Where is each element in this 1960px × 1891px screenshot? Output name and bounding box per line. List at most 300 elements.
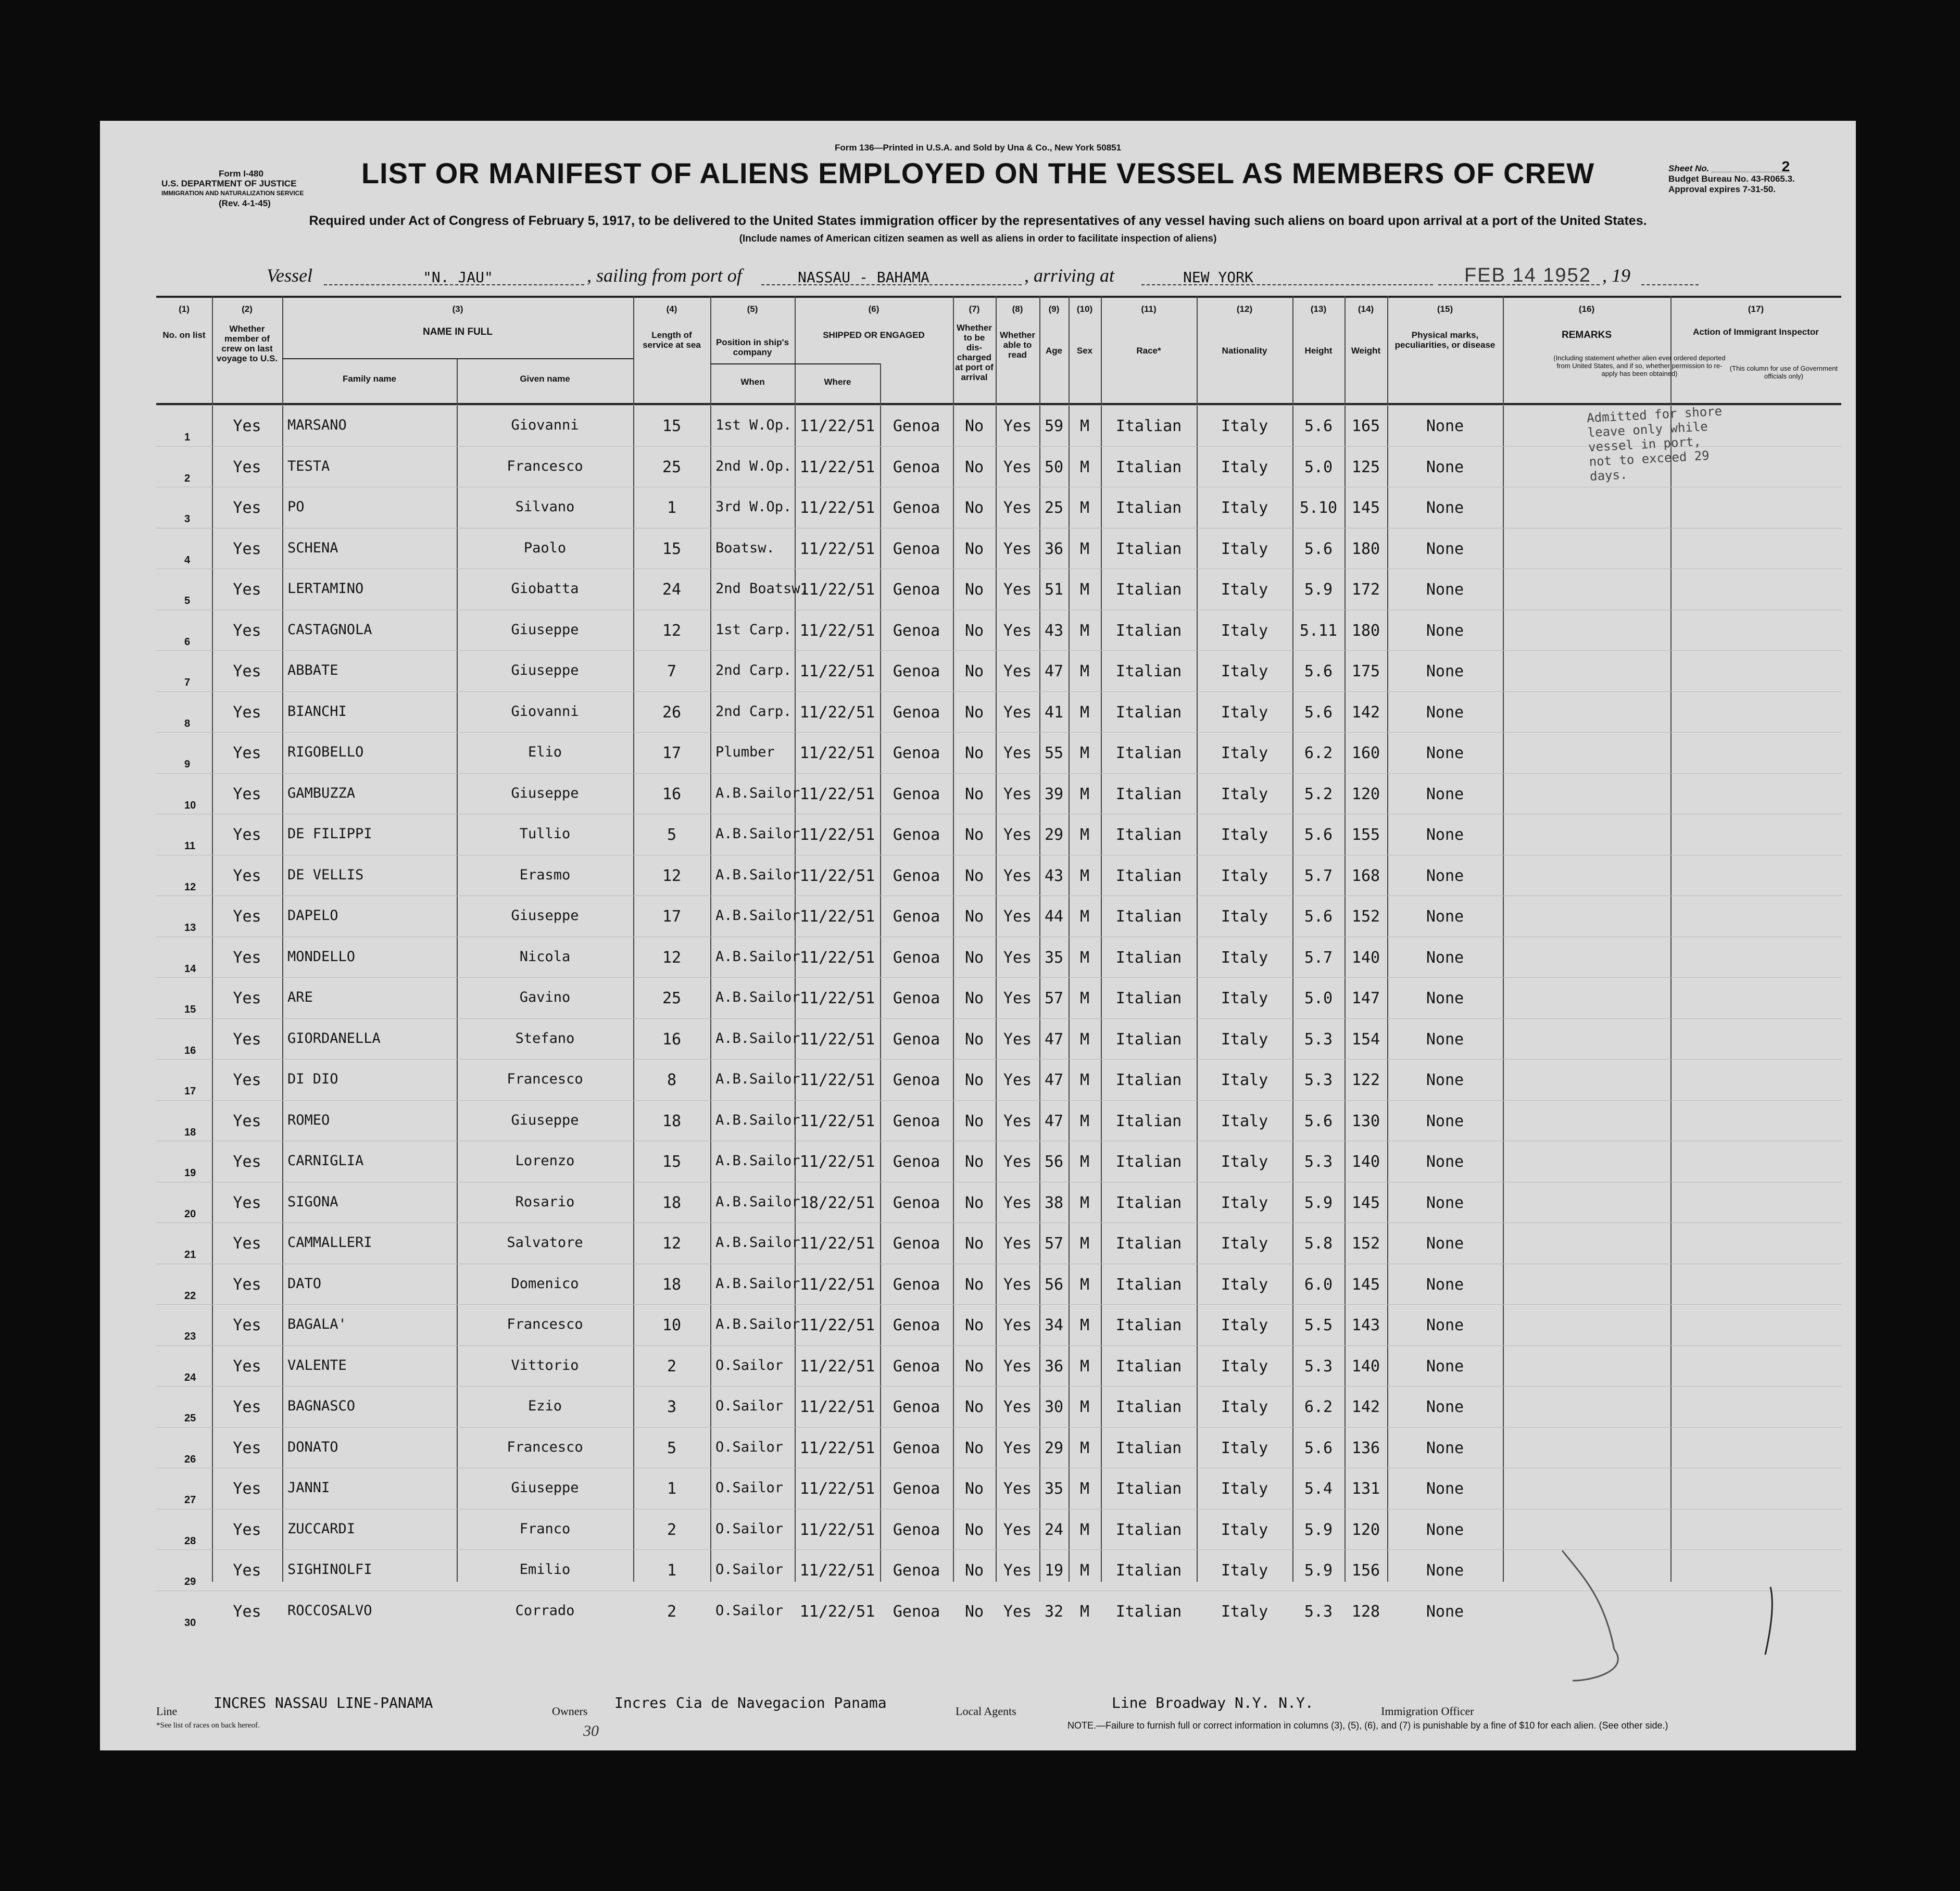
cell-discharged: No xyxy=(964,1602,984,1621)
cell-given: Francesco xyxy=(507,458,583,474)
cell-read: Yes xyxy=(1003,1520,1032,1539)
cell-race: Italian xyxy=(1115,539,1182,558)
cell-height: 5.6 xyxy=(1304,417,1333,435)
cell-family: MONDELLO xyxy=(287,948,356,965)
voyage-line xyxy=(267,264,1824,291)
revision: (Rev. 4-1-45) xyxy=(219,198,271,208)
column-header: Race* xyxy=(1136,346,1161,356)
cell-given: Gavino xyxy=(519,989,571,1005)
cell-height: 6.2 xyxy=(1304,1398,1333,1416)
cell-weight: 154 xyxy=(1351,1030,1380,1049)
cell-discharged: No xyxy=(964,1398,984,1416)
column-number: (11) xyxy=(1141,304,1157,314)
cell-service: 25 xyxy=(662,458,682,476)
cell-nationality: Italy xyxy=(1221,703,1268,722)
row-number: 10 xyxy=(184,799,196,811)
cell-read: Yes xyxy=(1003,1316,1032,1334)
cell-nationality: Italy xyxy=(1221,458,1268,476)
cell-marks: None xyxy=(1426,1071,1464,1089)
cell-height: 5.4 xyxy=(1304,1480,1333,1498)
row-number: 11 xyxy=(184,840,196,852)
cell-service: 3 xyxy=(667,1398,677,1416)
cell-position: O.Sailor xyxy=(715,1357,784,1373)
cell-discharged: No xyxy=(964,1153,984,1171)
cell-sex: M xyxy=(1079,1112,1090,1130)
page-title: LIST OR MANIFEST OF ALIENS EMPLOYED ON THE VESSEL AS MEMBERS OF CREW xyxy=(361,157,1595,190)
cell-discharged: No xyxy=(964,1030,984,1049)
cell-service: 16 xyxy=(662,1030,682,1049)
cell-discharged: No xyxy=(964,458,984,476)
cell-service: 2 xyxy=(667,1357,677,1376)
cell-when: 11/22/51 xyxy=(799,621,875,640)
cell-marks: None xyxy=(1426,989,1464,1007)
cell-race: Italian xyxy=(1115,1234,1182,1253)
cell-age: 57 xyxy=(1044,989,1064,1007)
cell-family: DONATO xyxy=(287,1439,338,1455)
cell-where: Genoa xyxy=(893,1275,940,1294)
cell-service: 1 xyxy=(667,1480,677,1498)
sailing-label: , sailing from port of xyxy=(587,265,742,286)
cell-given: Giuseppe xyxy=(511,1480,579,1496)
cell-sex: M xyxy=(1079,1275,1090,1294)
cell-nationality: Italy xyxy=(1221,662,1268,680)
cell-age: 43 xyxy=(1044,866,1064,885)
row-number: 20 xyxy=(184,1208,196,1220)
cell-age: 51 xyxy=(1044,581,1064,599)
cell-sex: M xyxy=(1079,1357,1090,1376)
cell-where: Genoa xyxy=(893,744,940,762)
cell-service: 1 xyxy=(667,499,677,517)
cell-height: 5.6 xyxy=(1304,662,1333,680)
cell-when: 11/22/51 xyxy=(799,989,875,1007)
cell-sex: M xyxy=(1079,866,1090,885)
cell-race: Italian xyxy=(1115,1439,1182,1457)
cell-read: Yes xyxy=(1003,1193,1032,1212)
row-number: 18 xyxy=(184,1126,196,1138)
cell-when: 11/22/51 xyxy=(799,1439,875,1457)
column-header: Action of Immigrant Inspector xyxy=(1693,327,1819,337)
owners-label: Owners xyxy=(552,1705,588,1718)
cell-family: RIGOBELLO xyxy=(287,744,364,760)
cell-nationality: Italy xyxy=(1221,1071,1268,1089)
cell-marks: None xyxy=(1426,826,1464,844)
cell-read: Yes xyxy=(1003,417,1032,435)
cell-nationality: Italy xyxy=(1221,1316,1268,1334)
cell-where: Genoa xyxy=(893,1234,940,1253)
cell-last: Yes xyxy=(233,1071,261,1089)
column-header: Weight xyxy=(1351,346,1381,356)
cell-weight: 120 xyxy=(1351,785,1380,803)
cell-weight: 120 xyxy=(1351,1520,1380,1539)
cell-race: Italian xyxy=(1115,826,1182,844)
cell-race: Italian xyxy=(1115,1398,1182,1416)
cell-position: O.Sailor xyxy=(715,1561,784,1578)
cell-discharged: No xyxy=(964,1520,984,1539)
row-number: 21 xyxy=(184,1249,196,1260)
cell-family: CARNIGLIA xyxy=(287,1153,364,1169)
cell-sex: M xyxy=(1079,1602,1090,1621)
cell-height: 5.3 xyxy=(1304,1153,1333,1171)
cell-family: LERTAMINO xyxy=(287,581,364,597)
row-number: 15 xyxy=(184,1004,196,1015)
cell-marks: None xyxy=(1426,1357,1464,1376)
cell-service: 16 xyxy=(662,785,682,803)
cell-last: Yes xyxy=(233,1480,261,1498)
cell-when: 11/22/51 xyxy=(799,1480,875,1498)
cell-when: 11/22/51 xyxy=(799,1316,875,1334)
row-number: 27 xyxy=(184,1494,196,1506)
when-header: When xyxy=(740,377,765,387)
row-number: 6 xyxy=(184,636,191,648)
cell-discharged: No xyxy=(964,866,984,885)
cell-when: 11/22/51 xyxy=(799,826,875,844)
cell-given: Tullio xyxy=(519,826,571,842)
cell-read: Yes xyxy=(1003,1030,1032,1049)
cell-sex: M xyxy=(1079,1480,1090,1498)
penalty-note: NOTE.—Failure to furnish full or correct information in columns (3), (5), (6), and (7) is punishable by a fine of $10 for each alien. (See other side.) xyxy=(1067,1720,1668,1731)
cell-last: Yes xyxy=(233,826,261,844)
cell-marks: None xyxy=(1426,703,1464,722)
cell-read: Yes xyxy=(1003,581,1032,599)
cell-sex: M xyxy=(1079,744,1090,762)
cell-nationality: Italy xyxy=(1221,1234,1268,1253)
cell-family: ROCCOSALVO xyxy=(287,1602,372,1619)
cell-family: ROMEO xyxy=(287,1112,330,1128)
column-number: (5) xyxy=(747,304,758,314)
column-number: (10) xyxy=(1076,304,1093,314)
cell-age: 41 xyxy=(1044,703,1064,722)
row-number: 26 xyxy=(184,1453,196,1465)
cell-race: Italian xyxy=(1115,662,1182,680)
cell-where: Genoa xyxy=(893,1071,940,1089)
cell-height: 5.3 xyxy=(1304,1602,1333,1621)
cell-height: 5.7 xyxy=(1304,866,1333,885)
cell-read: Yes xyxy=(1003,826,1032,844)
cell-race: Italian xyxy=(1115,907,1182,926)
cell-where: Genoa xyxy=(893,499,940,517)
cell-height: 5.8 xyxy=(1304,1234,1333,1253)
cell-last: Yes xyxy=(233,539,261,558)
cell-weight: 131 xyxy=(1351,1480,1380,1498)
cell-read: Yes xyxy=(1003,621,1032,640)
cell-discharged: No xyxy=(964,499,984,517)
cell-discharged: No xyxy=(964,907,984,926)
cell-given: Giovanni xyxy=(511,703,579,720)
cell-marks: None xyxy=(1426,581,1464,599)
cell-position: A.B.Sailor xyxy=(715,1153,800,1169)
cell-when: 11/22/51 xyxy=(799,744,875,762)
cell-weight: 136 xyxy=(1351,1439,1380,1457)
cell-when: 11/22/51 xyxy=(799,948,875,967)
cell-family: GIORDANELLA xyxy=(287,1030,381,1047)
cell-age: 59 xyxy=(1044,417,1064,435)
column-header: Age xyxy=(1045,346,1063,356)
cell-sex: M xyxy=(1079,1234,1090,1253)
column-number: (8) xyxy=(1012,304,1023,314)
cell-height: 6.0 xyxy=(1304,1275,1333,1294)
cell-position: A.B.Sailor xyxy=(715,1030,800,1047)
cell-sex: M xyxy=(1079,1439,1090,1457)
cell-weight: 145 xyxy=(1351,1193,1380,1212)
cell-where: Genoa xyxy=(893,826,940,844)
cell-weight: 168 xyxy=(1351,866,1380,885)
cell-age: 55 xyxy=(1044,744,1064,762)
cell-position: A.B.Sailor xyxy=(715,989,800,1005)
vessel-name: "N. JAU" xyxy=(423,269,493,286)
cell-height: 5.6 xyxy=(1304,539,1333,558)
cell-sex: M xyxy=(1079,539,1090,558)
cell-last: Yes xyxy=(233,1602,261,1621)
cell-given: Francesco xyxy=(507,1071,583,1087)
cell-height: 5.10 xyxy=(1299,499,1338,517)
cell-where: Genoa xyxy=(893,621,940,640)
cell-age: 43 xyxy=(1044,621,1064,640)
row-number: 8 xyxy=(184,717,191,729)
handwritten-count: 30 xyxy=(583,1722,599,1739)
cell-weight: 130 xyxy=(1351,1112,1380,1130)
column-number: (14) xyxy=(1358,304,1374,314)
row-number: 25 xyxy=(184,1413,196,1424)
cell-family: VALENTE xyxy=(287,1357,347,1373)
cell-last: Yes xyxy=(233,866,261,885)
cell-marks: None xyxy=(1426,1153,1464,1171)
cell-where: Genoa xyxy=(893,907,940,926)
include-note: (Include names of American citizen seamen as well as aliens in order to facilitate inspection of aliens) xyxy=(739,233,1217,244)
cell-race: Italian xyxy=(1115,1193,1182,1212)
cell-service: 18 xyxy=(662,1193,682,1212)
cell-family: CASTAGNOLA xyxy=(287,621,372,638)
races-note: *See list of races on back hereof. xyxy=(156,1721,260,1730)
cell-service: 2 xyxy=(667,1520,677,1539)
cell-position: O.Sailor xyxy=(715,1439,784,1455)
column-number: (3) xyxy=(452,304,463,314)
cell-race: Italian xyxy=(1115,948,1182,967)
cell-service: 12 xyxy=(662,866,682,885)
cell-family: SIGONA xyxy=(287,1193,338,1210)
cell-position: A.B.Sailor xyxy=(715,1112,800,1128)
cell-discharged: No xyxy=(964,1439,984,1457)
cell-discharged: No xyxy=(964,417,984,435)
cell-age: 25 xyxy=(1044,499,1064,517)
cell-service: 12 xyxy=(662,1234,682,1253)
cell-position: A.B.Sailor xyxy=(715,826,800,842)
row-number: 3 xyxy=(184,513,191,525)
cell-given: Franco xyxy=(519,1520,571,1537)
cell-when: 11/22/51 xyxy=(799,1520,875,1539)
cell-given: Vittorio xyxy=(511,1357,579,1373)
cell-where: Genoa xyxy=(893,458,940,476)
cell-read: Yes xyxy=(1003,866,1032,885)
cell-weight: 156 xyxy=(1351,1561,1380,1580)
cell-age: 29 xyxy=(1044,826,1064,844)
cell-family: BAGALA' xyxy=(287,1316,347,1332)
cell-nationality: Italy xyxy=(1221,989,1268,1007)
cell-when: 11/22/51 xyxy=(799,581,875,599)
cell-last: Yes xyxy=(233,417,261,435)
column-header: NAME IN FULL xyxy=(422,326,493,337)
row-number: 24 xyxy=(184,1371,196,1383)
cell-last: Yes xyxy=(233,703,261,722)
cell-nationality: Italy xyxy=(1221,866,1268,885)
budget-bureau: Budget Bureau No. 43-R065.3. xyxy=(1668,174,1795,184)
cell-family: ABBATE xyxy=(287,662,338,678)
cell-age: 30 xyxy=(1044,1398,1064,1416)
cell-marks: None xyxy=(1426,785,1464,803)
cell-discharged: No xyxy=(964,581,984,599)
cell-when: 11/22/51 xyxy=(799,907,875,926)
cell-when: 11/22/51 xyxy=(799,1561,875,1580)
cell-race: Italian xyxy=(1115,417,1182,435)
cell-age: 24 xyxy=(1044,1520,1064,1539)
cell-position: 2nd Boatsw. xyxy=(715,581,809,597)
cell-last: Yes xyxy=(233,1398,261,1416)
cell-where: Genoa xyxy=(893,1112,940,1130)
cell-read: Yes xyxy=(1003,1275,1032,1294)
cell-position: O.Sailor xyxy=(715,1398,784,1414)
cell-discharged: No xyxy=(964,1357,984,1376)
cell-where: Genoa xyxy=(893,1153,940,1171)
cell-service: 15 xyxy=(662,1153,682,1171)
cell-marks: None xyxy=(1426,1112,1464,1130)
cell-height: 5.6 xyxy=(1304,826,1333,844)
row-number: 9 xyxy=(184,759,191,770)
cell-given: Giuseppe xyxy=(511,907,579,924)
cell-given: Salvatore xyxy=(507,1234,583,1251)
cell-when: 11/22/51 xyxy=(799,866,875,885)
cell-weight: 145 xyxy=(1351,1275,1380,1294)
department-block xyxy=(161,169,304,208)
cell-position: A.B.Sailor xyxy=(715,785,800,801)
cell-nationality: Italy xyxy=(1221,581,1268,599)
cell-service: 17 xyxy=(662,744,682,762)
cell-last: Yes xyxy=(233,1193,261,1212)
cell-service: 7 xyxy=(667,662,677,680)
cell-last: Yes xyxy=(233,499,261,517)
cell-family: PO xyxy=(287,499,305,515)
cell-where: Genoa xyxy=(893,1602,940,1621)
cell-nationality: Italy xyxy=(1221,499,1268,517)
service-name: IMMIGRATION AND NATURALIZATION SERVICE xyxy=(161,190,304,197)
cell-family: DI DIO xyxy=(287,1071,338,1087)
cell-service: 1 xyxy=(667,1561,677,1580)
vessel-label: Vessel xyxy=(267,265,312,286)
cell-marks: None xyxy=(1426,458,1464,476)
family-name-header: Family name xyxy=(343,374,396,384)
cell-service: 10 xyxy=(662,1316,682,1334)
cell-position: Boatsw. xyxy=(715,539,775,556)
column-header: No. on list xyxy=(162,330,206,340)
cell-sex: M xyxy=(1079,417,1090,435)
cell-discharged: No xyxy=(964,621,984,640)
cell-where: Genoa xyxy=(893,866,940,885)
cell-age: 44 xyxy=(1044,907,1064,926)
crew-table xyxy=(156,296,1841,1690)
cell-where: Genoa xyxy=(893,1030,940,1049)
column-number: (6) xyxy=(868,304,880,314)
cell-marks: None xyxy=(1426,1602,1464,1621)
cell-height: 5.5 xyxy=(1304,1316,1333,1334)
cell-where: Genoa xyxy=(893,539,940,558)
cell-given: Giuseppe xyxy=(511,621,579,638)
cell-nationality: Italy xyxy=(1221,1112,1268,1130)
cell-last: Yes xyxy=(233,1030,261,1049)
cell-sex: M xyxy=(1079,826,1090,844)
cell-weight: 152 xyxy=(1351,1234,1380,1253)
cell-sex: M xyxy=(1079,1193,1090,1212)
cell-when: 11/22/51 xyxy=(799,1602,875,1621)
cell-last: Yes xyxy=(233,1561,261,1580)
cell-nationality: Italy xyxy=(1221,785,1268,803)
cell-age: 32 xyxy=(1044,1602,1064,1621)
cell-last: Yes xyxy=(233,989,261,1007)
cell-age: 35 xyxy=(1044,1480,1064,1498)
cell-discharged: No xyxy=(964,744,984,762)
cell-race: Italian xyxy=(1115,703,1182,722)
cell-read: Yes xyxy=(1003,1398,1032,1416)
cell-age: 47 xyxy=(1044,1030,1064,1049)
cell-sex: M xyxy=(1079,499,1090,517)
cell-height: 5.9 xyxy=(1304,1193,1333,1212)
cell-weight: 143 xyxy=(1351,1316,1380,1334)
cell-position: A.B.Sailor xyxy=(715,907,800,924)
cell-given: Giovanni xyxy=(511,417,579,433)
column-header: Whether able to read xyxy=(1000,330,1035,360)
cell-when: 11/22/51 xyxy=(799,539,875,558)
cell-race: Italian xyxy=(1115,1520,1182,1539)
owners-value: Incres Cia de Navegacion Panama xyxy=(614,1694,887,1711)
column-header: Position in ship's company xyxy=(715,337,789,357)
cell-race: Italian xyxy=(1115,1071,1182,1089)
cell-position: A.B.Sailor xyxy=(715,866,800,883)
cell-weight: 152 xyxy=(1351,907,1380,926)
cell-age: 57 xyxy=(1044,1234,1064,1253)
cell-read: Yes xyxy=(1003,989,1032,1007)
cell-sex: M xyxy=(1079,1398,1090,1416)
cell-weight: 147 xyxy=(1351,989,1380,1007)
cell-service: 15 xyxy=(662,417,682,435)
cell-position: 1st Carp. xyxy=(715,621,792,638)
cell-height: 5.6 xyxy=(1304,907,1333,926)
cell-given: Corrado xyxy=(515,1602,575,1619)
cell-sex: M xyxy=(1079,1030,1090,1049)
immigration-officer-label: Immigration Officer xyxy=(1381,1705,1474,1718)
agents-label: Local Agents xyxy=(956,1705,1016,1718)
remarks-note: (Including statement whether alien ever ordered deported from United States, and if so, whether permission to re-apply has been obtained) xyxy=(1553,354,1726,377)
cell-family: GAMBUZZA xyxy=(287,785,356,801)
cell-where: Genoa xyxy=(893,662,940,680)
cell-read: Yes xyxy=(1003,1071,1032,1089)
cell-nationality: Italy xyxy=(1221,1275,1268,1294)
cell-discharged: No xyxy=(964,1561,984,1580)
cell-race: Italian xyxy=(1115,621,1182,640)
cell-marks: None xyxy=(1426,417,1464,435)
cell-age: 39 xyxy=(1044,785,1064,803)
cell-position: A.B.Sailor xyxy=(715,1316,800,1332)
cell-sex: M xyxy=(1079,1071,1090,1089)
cell-race: Italian xyxy=(1115,499,1182,517)
date-stamp: FEB 14 1952 xyxy=(1464,264,1591,286)
cell-last: Yes xyxy=(233,785,261,803)
cell-where: Genoa xyxy=(893,417,940,435)
cell-nationality: Italy xyxy=(1221,621,1268,640)
cell-race: Italian xyxy=(1115,1275,1182,1294)
cell-discharged: No xyxy=(964,1193,984,1212)
cell-service: 12 xyxy=(662,621,682,640)
cell-read: Yes xyxy=(1003,907,1032,926)
cell-nationality: Italy xyxy=(1221,1030,1268,1049)
cell-nationality: Italy xyxy=(1221,1398,1268,1416)
cell-where: Genoa xyxy=(893,1520,940,1539)
